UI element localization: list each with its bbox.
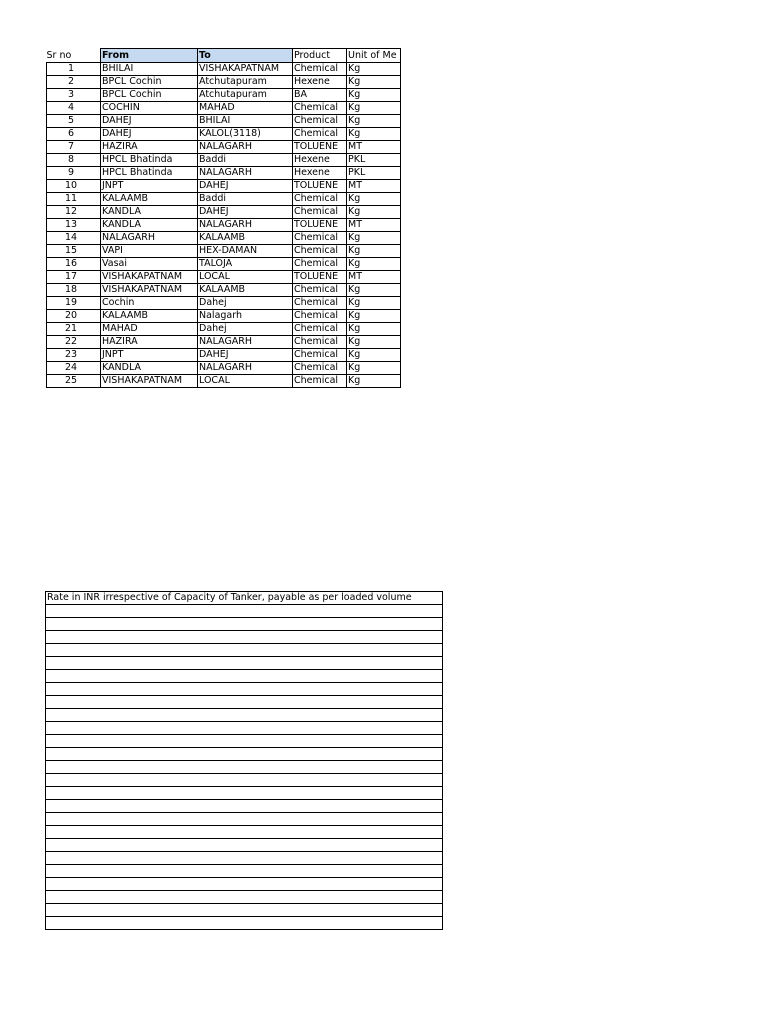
to-cell[interactable]: Baddi — [198, 154, 293, 167]
sr-no-cell[interactable]: 16 — [47, 258, 101, 271]
table-row — [47, 284, 401, 297]
table-row — [47, 206, 401, 219]
product-header[interactable]: Product — [293, 49, 347, 63]
table-row — [47, 362, 401, 375]
to-cell[interactable]: LOCAL — [198, 375, 293, 388]
from-cell[interactable]: VAPI — [101, 245, 198, 258]
table-row — [46, 891, 443, 904]
sr-no-cell[interactable]: 1 — [47, 63, 101, 76]
rate-cell[interactable] — [46, 748, 443, 761]
unit-cell[interactable]: Kg — [347, 102, 401, 115]
sr-no-cell[interactable]: 10 — [47, 180, 101, 193]
table-row — [47, 89, 401, 102]
unit-cell[interactable]: Kg — [347, 245, 401, 258]
table-row — [46, 670, 443, 683]
from-cell[interactable]: Vasai — [101, 258, 198, 271]
table-row — [47, 375, 401, 388]
rate-header[interactable]: Rate in INR irrespective of Capacity of Tanker, payable as per loaded volume — [46, 592, 443, 605]
sr-no-cell[interactable]: 5 — [47, 115, 101, 128]
rate-cell[interactable] — [46, 657, 443, 670]
table-row — [46, 683, 443, 696]
unit-cell[interactable]: MT — [347, 271, 401, 284]
rate-table — [45, 591, 443, 930]
table-row — [46, 657, 443, 670]
product-cell[interactable]: TOLUENE — [293, 180, 347, 193]
from-cell[interactable]: KANDLA — [101, 219, 198, 232]
table-row — [46, 852, 443, 865]
to-cell[interactable]: Nalagarh — [198, 310, 293, 323]
rate-cell[interactable] — [46, 800, 443, 813]
from-cell[interactable]: MAHAD — [101, 323, 198, 336]
table-row — [46, 904, 443, 917]
unit-cell[interactable]: MT — [347, 180, 401, 193]
unit-cell[interactable]: Kg — [347, 63, 401, 76]
table-row — [47, 297, 401, 310]
unit-cell[interactable]: Kg — [347, 362, 401, 375]
table-row — [46, 644, 443, 657]
table-row — [47, 154, 401, 167]
to-cell[interactable]: KALAAMB — [198, 284, 293, 297]
sr-no-cell[interactable]: 11 — [47, 193, 101, 206]
from-cell[interactable]: NALAGARH — [101, 232, 198, 245]
from-cell[interactable]: KALAAMB — [101, 193, 198, 206]
from-cell[interactable]: VISHAKAPATNAM — [101, 375, 198, 388]
to-cell[interactable]: DAHEJ — [198, 180, 293, 193]
product-cell[interactable]: Chemical — [293, 245, 347, 258]
rate-cell[interactable] — [46, 670, 443, 683]
to-cell[interactable]: TALOJA — [198, 258, 293, 271]
table-row — [46, 735, 443, 748]
from-cell[interactable]: BPCL Cochin — [101, 89, 198, 102]
rate-cell[interactable] — [46, 605, 443, 618]
table-row — [46, 774, 443, 787]
rate-cell[interactable] — [46, 761, 443, 774]
rate-cell[interactable] — [46, 644, 443, 657]
table-row — [46, 813, 443, 826]
from-cell[interactable]: VISHAKAPATNAM — [101, 271, 198, 284]
table-row — [46, 865, 443, 878]
product-cell[interactable]: BA — [293, 89, 347, 102]
table-row — [46, 917, 443, 930]
table-row — [47, 180, 401, 193]
from-cell[interactable]: DAHEJ — [101, 128, 198, 141]
table-row — [47, 232, 401, 245]
table-row — [47, 245, 401, 258]
product-cell[interactable]: Chemical — [293, 63, 347, 76]
unit-cell[interactable]: Kg — [347, 193, 401, 206]
from-cell[interactable]: COCHIN — [101, 102, 198, 115]
from-cell[interactable]: BHILAI — [101, 63, 198, 76]
table-row — [46, 709, 443, 722]
unit-cell[interactable]: Kg — [347, 76, 401, 89]
unit-cell[interactable]: MT — [347, 219, 401, 232]
product-cell[interactable]: Chemical — [293, 336, 347, 349]
product-cell[interactable]: Chemical — [293, 349, 347, 362]
unit-cell[interactable]: Kg — [347, 89, 401, 102]
table-row — [47, 271, 401, 284]
to-cell[interactable]: BHILAI — [198, 115, 293, 128]
from-cell[interactable]: HAZIRA — [101, 141, 198, 154]
unit-cell[interactable]: Kg — [347, 128, 401, 141]
table-row — [47, 128, 401, 141]
from-cell[interactable]: JNPT — [101, 180, 198, 193]
sr-no-cell[interactable]: 21 — [47, 323, 101, 336]
rate-cell[interactable] — [46, 852, 443, 865]
rate-cell[interactable] — [46, 735, 443, 748]
to-cell[interactable]: NALAGARH — [198, 141, 293, 154]
from-cell[interactable]: KALAAMB — [101, 310, 198, 323]
product-cell[interactable]: Chemical — [293, 206, 347, 219]
rate-cell[interactable] — [46, 891, 443, 904]
table-row — [47, 115, 401, 128]
product-cell[interactable]: Chemical — [293, 284, 347, 297]
to-cell[interactable]: Atchutapuram — [198, 76, 293, 89]
table-row — [46, 722, 443, 735]
rate-cell[interactable] — [46, 917, 443, 930]
table-row — [46, 761, 443, 774]
to-cell[interactable]: KALOL(3118) — [198, 128, 293, 141]
route-table-header-row — [47, 49, 401, 63]
product-cell[interactable]: Chemical — [293, 362, 347, 375]
table-row — [46, 605, 443, 618]
unit-cell[interactable]: Kg — [347, 349, 401, 362]
unit-cell[interactable]: Kg — [347, 323, 401, 336]
rate-cell[interactable] — [46, 631, 443, 644]
rate-cell[interactable] — [46, 709, 443, 722]
rate-cell[interactable] — [46, 826, 443, 839]
product-cell[interactable]: TOLUENE — [293, 219, 347, 232]
product-cell[interactable]: Chemical — [293, 323, 347, 336]
product-cell[interactable]: Chemical — [293, 193, 347, 206]
rate-table-body — [46, 605, 443, 930]
table-row — [47, 336, 401, 349]
sr-no-cell[interactable]: 18 — [47, 284, 101, 297]
product-cell[interactable]: Chemical — [293, 297, 347, 310]
table-row — [47, 349, 401, 362]
sr-no-cell[interactable]: 20 — [47, 310, 101, 323]
table-row — [47, 141, 401, 154]
table-row — [47, 63, 401, 76]
product-cell[interactable]: Chemical — [293, 310, 347, 323]
product-cell[interactable]: Chemical — [293, 115, 347, 128]
from-cell[interactable]: HPCL Bhatinda — [101, 167, 198, 180]
rate-cell[interactable] — [46, 722, 443, 735]
unit-header[interactable]: Unit of Me — [347, 49, 401, 63]
rate-table-header-row — [46, 592, 443, 605]
table-row — [47, 167, 401, 180]
from-cell[interactable]: DAHEJ — [101, 115, 198, 128]
sr-no-cell[interactable]: 19 — [47, 297, 101, 310]
from-cell[interactable]: HAZIRA — [101, 336, 198, 349]
to-cell[interactable]: Dahej — [198, 323, 293, 336]
table-row — [46, 787, 443, 800]
to-cell[interactable]: Dahej — [198, 297, 293, 310]
from-cell[interactable]: KANDLA — [101, 362, 198, 375]
rate-cell[interactable] — [46, 904, 443, 917]
product-cell[interactable]: Hexene — [293, 167, 347, 180]
sr-no-cell[interactable]: 13 — [47, 219, 101, 232]
sr-no-cell[interactable]: 2 — [47, 76, 101, 89]
table-row — [47, 76, 401, 89]
unit-cell[interactable]: Kg — [347, 375, 401, 388]
from-cell[interactable]: Cochin — [101, 297, 198, 310]
rate-cell[interactable] — [46, 813, 443, 826]
rate-cell[interactable] — [46, 839, 443, 852]
table-row — [47, 102, 401, 115]
unit-cell[interactable]: Kg — [347, 310, 401, 323]
from-cell[interactable]: JNPT — [101, 349, 198, 362]
product-cell[interactable]: Hexene — [293, 154, 347, 167]
to-cell[interactable]: Baddi — [198, 193, 293, 206]
to-cell[interactable]: DAHEJ — [198, 206, 293, 219]
rate-cell[interactable] — [46, 787, 443, 800]
from-cell[interactable]: BPCL Cochin — [101, 76, 198, 89]
sr-no-cell[interactable]: 22 — [47, 336, 101, 349]
rate-cell[interactable] — [46, 865, 443, 878]
unit-cell[interactable]: MT — [347, 141, 401, 154]
table-row — [46, 618, 443, 631]
unit-cell[interactable]: PKL — [347, 167, 401, 180]
unit-cell[interactable]: Kg — [347, 284, 401, 297]
table-row — [46, 878, 443, 891]
to-cell[interactable]: DAHEJ — [198, 349, 293, 362]
sr-no-cell[interactable]: 8 — [47, 154, 101, 167]
unit-cell[interactable]: Kg — [347, 297, 401, 310]
to-cell[interactable]: NALAGARH — [198, 362, 293, 375]
unit-cell[interactable]: Kg — [347, 115, 401, 128]
product-cell[interactable]: Chemical — [293, 232, 347, 245]
table-row — [46, 696, 443, 709]
table-row — [46, 826, 443, 839]
table-row — [47, 310, 401, 323]
product-cell[interactable]: TOLUENE — [293, 271, 347, 284]
to-cell[interactable]: VISHAKAPATNAM — [198, 63, 293, 76]
unit-cell[interactable]: Kg — [347, 258, 401, 271]
product-cell[interactable]: Chemical — [293, 102, 347, 115]
table-row — [47, 193, 401, 206]
product-cell[interactable]: Hexene — [293, 76, 347, 89]
sr-no-cell[interactable]: 3 — [47, 89, 101, 102]
rate-cell[interactable] — [46, 878, 443, 891]
unit-cell[interactable]: Kg — [347, 232, 401, 245]
product-cell[interactable]: TOLUENE — [293, 141, 347, 154]
to-cell[interactable]: NALAGARH — [198, 219, 293, 232]
from-cell[interactable]: VISHAKAPATNAM — [101, 284, 198, 297]
rate-cell[interactable] — [46, 683, 443, 696]
table-row — [46, 631, 443, 644]
unit-cell[interactable]: PKL — [347, 154, 401, 167]
table-row — [47, 219, 401, 232]
table-row — [46, 800, 443, 813]
unit-cell[interactable]: Kg — [347, 206, 401, 219]
to-cell[interactable]: NALAGARH — [198, 336, 293, 349]
sr-no-cell[interactable]: 6 — [47, 128, 101, 141]
from-cell[interactable]: HPCL Bhatinda — [101, 154, 198, 167]
route-table — [46, 48, 401, 388]
to-header[interactable]: To — [198, 49, 293, 63]
sr-no-cell[interactable]: 25 — [47, 375, 101, 388]
sr-no-cell[interactable]: 7 — [47, 141, 101, 154]
table-row — [46, 839, 443, 852]
rate-cell[interactable] — [46, 618, 443, 631]
table-row — [47, 258, 401, 271]
sr-no-cell[interactable]: 24 — [47, 362, 101, 375]
product-cell[interactable]: Chemical — [293, 128, 347, 141]
to-cell[interactable]: HEX-DAMAN — [198, 245, 293, 258]
sr-no-cell[interactable]: 23 — [47, 349, 101, 362]
sr-no-cell[interactable]: 14 — [47, 232, 101, 245]
to-cell[interactable]: LOCAL — [198, 271, 293, 284]
table-row — [46, 748, 443, 761]
rate-cell[interactable] — [46, 696, 443, 709]
product-cell[interactable]: Chemical — [293, 258, 347, 271]
to-cell[interactable]: KALAAMB — [198, 232, 293, 245]
from-header[interactable]: From — [101, 49, 198, 63]
table-row — [47, 323, 401, 336]
from-cell[interactable]: KANDLA — [101, 206, 198, 219]
unit-cell[interactable]: Kg — [347, 336, 401, 349]
sr-no-cell[interactable]: 9 — [47, 167, 101, 180]
sr-no-cell[interactable]: 4 — [47, 102, 101, 115]
sr-no-cell[interactable]: 15 — [47, 245, 101, 258]
to-cell[interactable]: Atchutapuram — [198, 89, 293, 102]
route-table-body — [47, 63, 401, 388]
sr-no-header[interactable]: Sr no — [46, 50, 72, 61]
sr-no-cell[interactable]: 12 — [47, 206, 101, 219]
sr-no-cell[interactable]: 17 — [47, 271, 101, 284]
to-cell[interactable]: NALAGARH — [198, 167, 293, 180]
to-cell[interactable]: MAHAD — [198, 102, 293, 115]
rate-cell[interactable] — [46, 774, 443, 787]
product-cell[interactable]: Chemical — [293, 375, 347, 388]
